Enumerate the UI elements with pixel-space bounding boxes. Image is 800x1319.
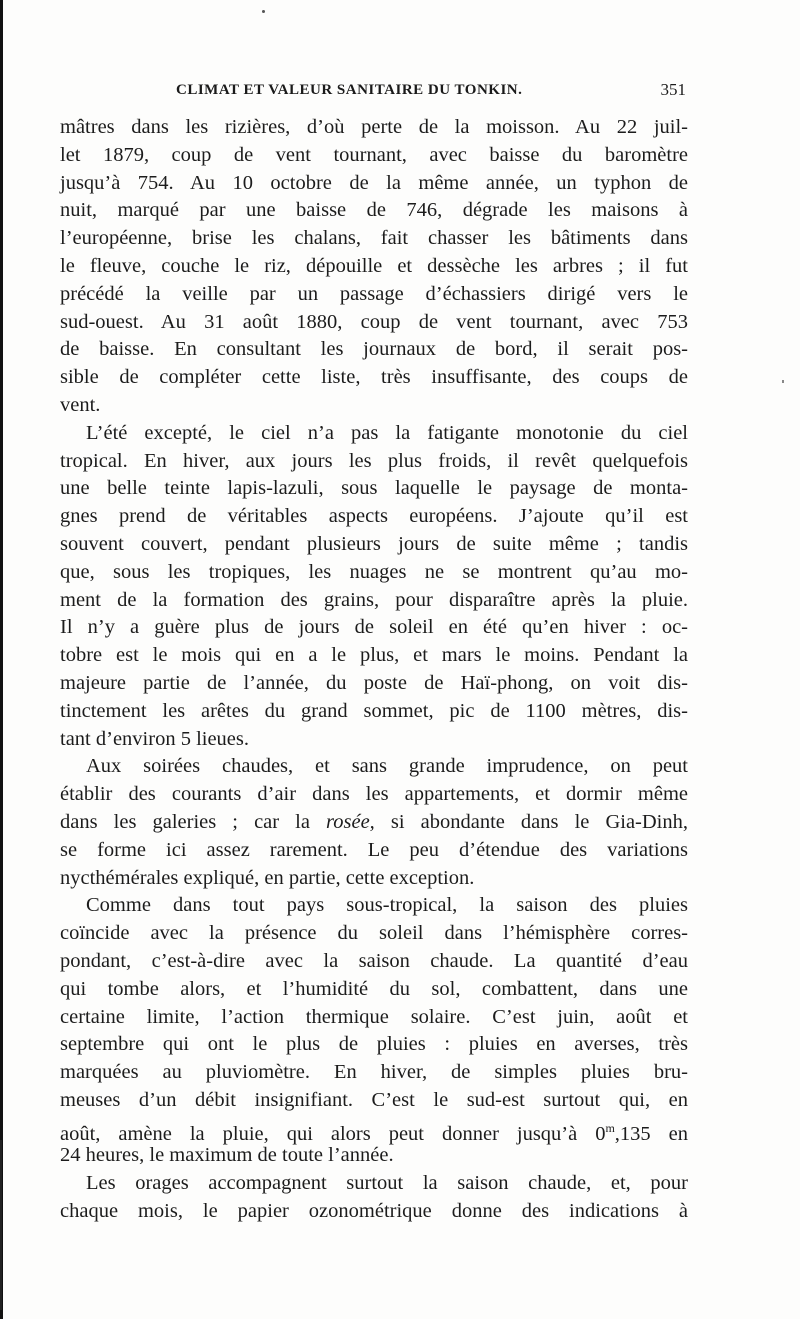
text-run: ,135 en <box>614 1122 688 1145</box>
text-line: gnes prend de véritables aspects européens. J’ajoute qu’il est <box>60 505 688 528</box>
scan-speck <box>782 380 784 383</box>
text-line: meuses d’un débit insignifiant. C’est le sud-est surtout qui, en <box>60 1088 688 1111</box>
text-run: si abondante dans le Gia-Dinh, <box>374 810 688 833</box>
text-line: tobre est le mois qui en a le plus, et mars le moins. Pendant la <box>60 644 688 667</box>
text-line: pondant, c’est-à-dire avec la saison chaude. La quantité d’eau <box>60 949 688 972</box>
binding-shadow <box>0 1140 2 1310</box>
binding-edge <box>0 0 3 1319</box>
body-text <box>60 114 688 1226</box>
running-header <box>176 82 686 108</box>
paragraph-4 <box>60 892 688 1170</box>
text-line <box>60 809 688 837</box>
text-line: nycthémérales expliqué, en partie, cette exception. <box>60 866 475 889</box>
text-line: Les orages accompagnent surtout la saison chaude, et, pour <box>86 1172 688 1195</box>
text-line: que, sous les tropiques, les nuages ne se montrent qu’au mo- <box>60 560 688 583</box>
text-line: tant d’environ 5 lieues. <box>60 727 250 750</box>
text-line: sud-ouest. Au 31 août 1880, coup de vent tournant, avec 753 <box>60 310 688 333</box>
text-line: le fleuve, couche le riz, dépouille et dessèche les arbres ; il fut <box>60 254 688 277</box>
text-line: mâtres dans les rizières, d’où perte de la moisson. Au 22 juil- <box>60 116 688 138</box>
text-line: sible de compléter cette liste, très insuffisante, des coups de <box>60 366 688 389</box>
text-line: Comme dans tout pays sous-tropical, la saison des pluies <box>86 894 688 917</box>
text-line: majeure partie de l’année, du poste de Haï-phong, on voit dis- <box>60 671 688 694</box>
paragraph-1 <box>60 114 688 420</box>
text-line: chaque mois, le papier ozonométrique donne des indications à <box>60 1200 688 1223</box>
text-line: let 1879, coup de vent tournant, avec baisse du baromètre <box>60 143 688 166</box>
text-line: établir des courants d’air dans les appartements, et dormir même <box>60 783 688 806</box>
text-line: vent. <box>60 393 101 416</box>
text-line: qui tombe alors, et l’humidité du sol, combattent, dans une <box>60 977 688 1000</box>
text-line: souvent couvert, pendant plusieurs jours de suite même ; tandis <box>60 532 688 555</box>
paragraph-5 <box>60 1170 688 1226</box>
text-line: nuit, marqué par une baisse de 746, dégrade les maisons à <box>60 199 688 222</box>
text-line: marquées au pluviomètre. En hiver, de simples pluies bru- <box>60 1061 688 1084</box>
text-line: une belle teinte lapis-lazuli, sous laquelle le paysage de monta- <box>60 477 688 500</box>
page-number: 351 <box>660 80 686 99</box>
text-line: Aux soirées chaudes, et sans grande imprudence, on peut <box>86 755 688 778</box>
scan-speck <box>262 10 265 13</box>
text-line: se forme ici assez rarement. Le peu d’étendue des variations <box>60 838 688 861</box>
italic-word: rosée, <box>326 810 375 833</box>
text-line: de baisse. En consultant les journaux de bord, il serait pos- <box>60 338 688 361</box>
running-title: CLIMAT ET VALEUR SANITAIRE DU TONKIN. <box>176 82 523 98</box>
text-run: dans les galeries ; car la <box>60 810 327 833</box>
superscript-unit: m <box>605 1120 615 1135</box>
paragraph-3 <box>60 753 688 892</box>
text-line: jusqu’à 754. Au 10 octobre de la même année, un typhon de <box>60 171 688 194</box>
text-line: l’européenne, brise les chalans, fait chasser les bâtiments dans <box>60 227 688 250</box>
text-line: tropical. En hiver, aux jours les plus froids, il revêt quelquefois <box>60 449 688 472</box>
text-line: ment de la formation des grains, pour disparaître après la pluie. <box>60 588 688 611</box>
text-line: certaine limite, l’action thermique solaire. C’est juin, août et <box>60 1005 688 1028</box>
text-line: L’été excepté, le ciel n’a pas la fatigante monotonie du ciel <box>86 421 688 444</box>
text-line: coïncide avec la présence du soleil dans l’hémisphère corres- <box>60 922 688 945</box>
text-line: 24 heures, le maximum de toute l’année. <box>60 1144 394 1167</box>
text-line: Il n’y a guère plus de jours de soleil en été qu’en hiver : oc- <box>60 616 688 639</box>
text-line: septembre qui ont le plus de pluies : pluies en averses, très <box>60 1033 688 1056</box>
paragraph-2 <box>60 420 688 754</box>
text-line: tinctement les arêtes du grand sommet, pic de 1100 mètres, dis- <box>60 699 688 722</box>
text-line <box>60 1115 688 1143</box>
text-run: août, amène la pluie, qui alors peut donner jusqu’à 0 <box>60 1122 606 1145</box>
text-line: précédé la veille par un passage d’échassiers dirigé vers le <box>60 282 688 305</box>
